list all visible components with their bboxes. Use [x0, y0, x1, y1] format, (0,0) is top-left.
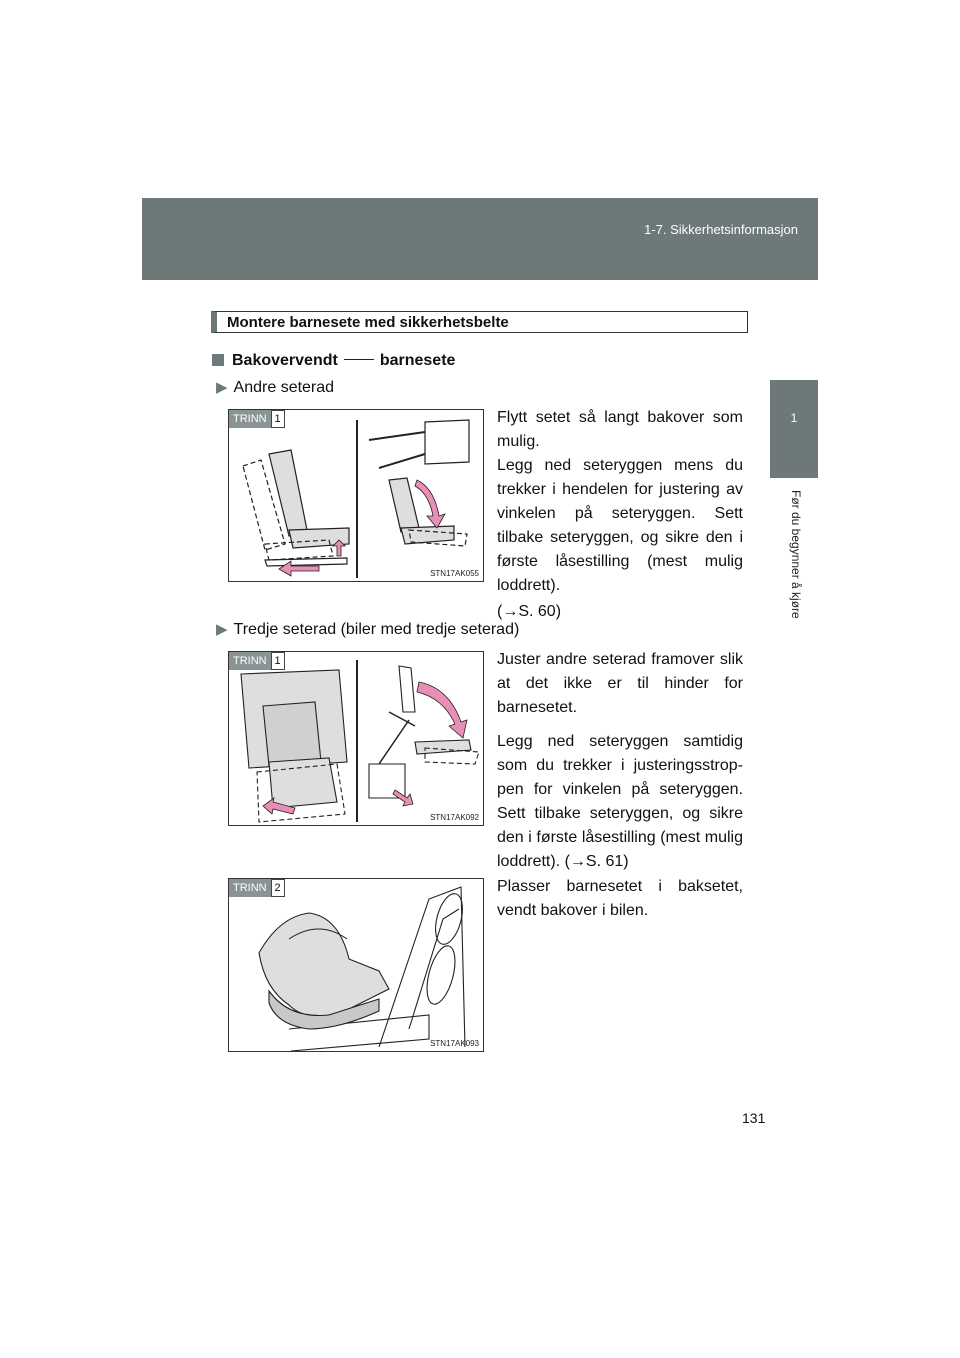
seat-adjust-illustration — [229, 410, 483, 581]
step-number: 1 — [271, 652, 285, 670]
subheading — [212, 352, 455, 370]
bullet-second-row-text: Andre seterad — [233, 379, 335, 396]
chapter-title: 1-7. Sikkerhetsinformasjon — [644, 222, 798, 237]
bullet-third-row-text: Tredje seterad (biler med tredje seterad) — [233, 621, 520, 638]
page-number: 131 — [742, 1110, 766, 1126]
child-seat-illustration — [229, 879, 483, 1051]
step1b-text — [497, 648, 743, 874]
section-heading-bar — [211, 311, 748, 333]
square-bullet-icon — [212, 354, 224, 366]
subheading-part1: Bakovervendt — [232, 352, 338, 369]
chapter-side-label: Før du begynner å kjøre — [789, 490, 803, 619]
step-badge — [229, 652, 285, 670]
step2-paragraph-1: Plasser barnesetet i baksetet, vendt bakover i bilen. — [497, 878, 743, 919]
step-number: 1 — [271, 410, 285, 428]
bullet-second-row — [216, 378, 334, 397]
header-band — [142, 198, 818, 280]
figure-step1-second-row — [228, 409, 484, 582]
step1a-reference: (→S. 60) — [497, 603, 562, 620]
triangle-bullet-icon: ▶ — [216, 621, 228, 638]
figure-code: STN17AK092 — [430, 813, 479, 822]
chapter-tab — [770, 380, 818, 478]
triangle-bullet-icon: ▶ — [216, 379, 228, 396]
step-label: TRINN — [229, 879, 271, 897]
step-label: TRINN — [229, 652, 271, 670]
step-label: TRINN — [229, 410, 271, 428]
third-row-illustration — [229, 652, 483, 825]
figure-code: STN17AK055 — [430, 569, 479, 578]
step-number: 2 — [271, 879, 285, 897]
subheading-part2: barnesete — [379, 352, 456, 369]
step1a-paragraph-1: Flytt setet så langt bakover som mulig. — [497, 409, 743, 450]
section-title: Montere barnesete med sikkerhetsbelte — [227, 314, 509, 331]
step2-text — [497, 875, 743, 923]
step1b-paragraph-1: Juster andre seterad framover slik at det ikke er til hinder for barnesetet. — [497, 651, 743, 716]
bullet-third-row — [216, 620, 519, 639]
step1a-paragraph-2: Legg ned seteryggen mens du trekker i hendelen for justering av vinkelen på seteryggen. Sett tilbake seteryggen, og sikre den i første låsestilling (mest mulig loddrett). — [497, 457, 743, 594]
figure-code: STN17AK093 — [430, 1039, 479, 1048]
chapter-tab-number: 1 — [790, 411, 798, 425]
step1b-paragraph-2: Legg ned seteryggen samtidig som du trekker i justeringsstrop-pen for vinkelen på seteryggen. Sett tilbake seteryggen, og sikre den i første låsestilling (mest mulig loddrett). (→S. 61) — [497, 733, 743, 870]
step-badge — [229, 410, 285, 428]
figure-step2 — [228, 878, 484, 1052]
figure-step1-third-row — [228, 651, 484, 826]
step1a-text — [497, 406, 743, 624]
dash-icon — [344, 359, 374, 360]
step-badge — [229, 879, 285, 897]
